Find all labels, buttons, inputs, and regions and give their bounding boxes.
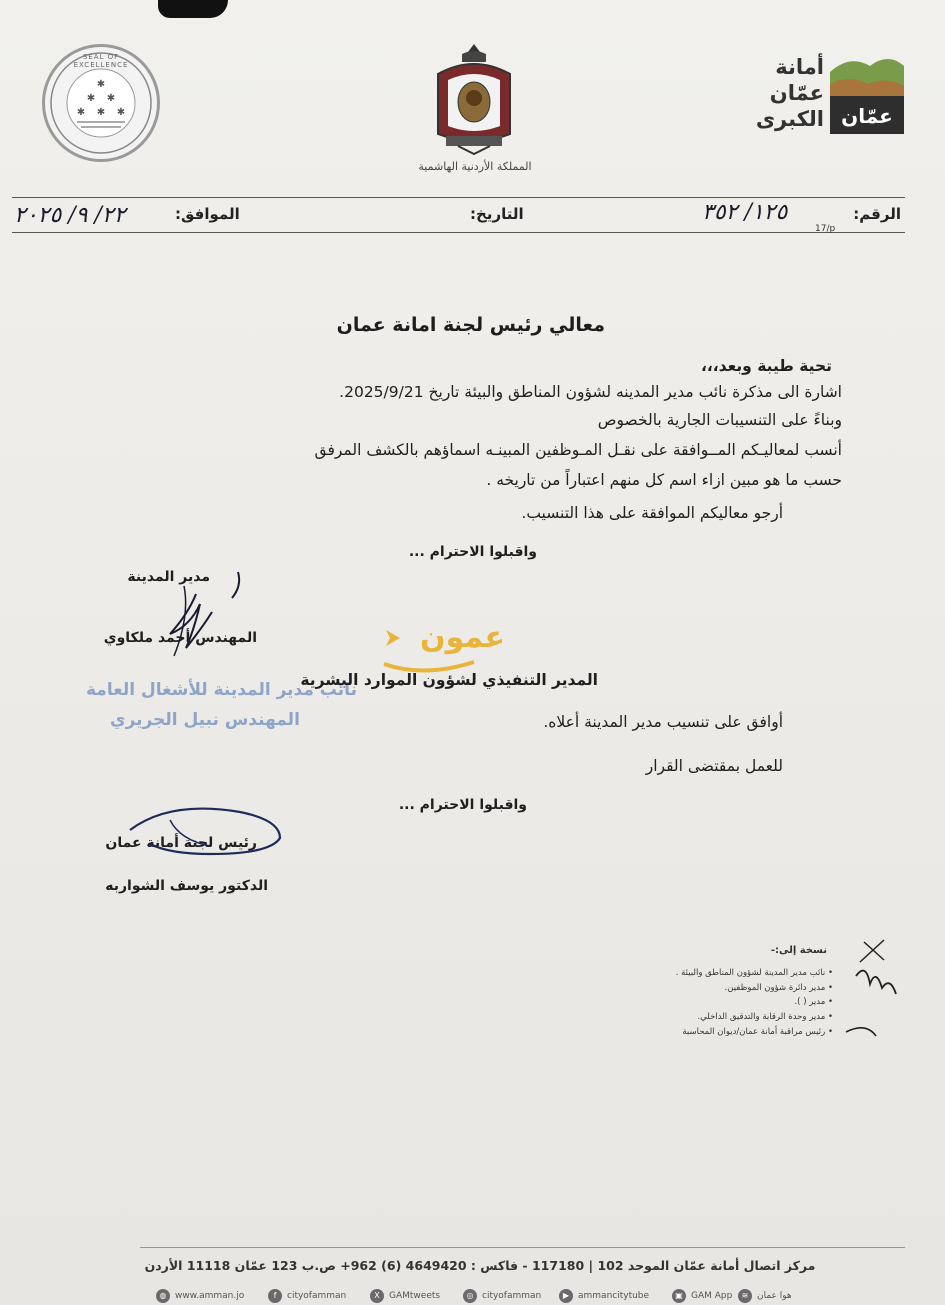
svg-text:✱: ✱ xyxy=(86,93,96,104)
sig1-signature xyxy=(140,566,260,676)
facebook-icon: f xyxy=(268,1289,282,1303)
seal-of-excellence-logo xyxy=(42,44,160,162)
cc-item-5: • رئيس مراقبة أمانة عمان/ديوان المحاسبة xyxy=(682,1027,833,1037)
x-icon: X xyxy=(370,1289,384,1303)
logo-mark-text: عمّان xyxy=(841,104,893,128)
cc-initials-signature xyxy=(836,936,906,1046)
stamp-line-1: نائب مدير المدينة للأشغال العامة xyxy=(86,680,357,700)
social-label-x: GAMtweets xyxy=(389,1291,441,1301)
logo-line-1: أمانة xyxy=(775,55,824,79)
logo-line-2: عمّان xyxy=(769,81,824,105)
social-label-facebook: cityofamman xyxy=(287,1291,347,1301)
svg-text:✱: ✱ xyxy=(96,107,106,118)
sig1-name: المهندس أحمد ملكاوي xyxy=(103,630,257,646)
ref-number-suffix: 17/p xyxy=(815,224,836,234)
cc-title: نسخة إلى:- xyxy=(770,945,827,956)
amman-logo-text xyxy=(738,54,824,132)
ref-number-value: ١٢٥/ ٣٥٢ xyxy=(702,200,788,225)
footer-rule xyxy=(140,1247,905,1248)
social-facebook[interactable] xyxy=(268,1289,346,1303)
corresponding-value: ٢٢/ ٩/ ٢٠٢٥ xyxy=(14,203,126,228)
closing-2: واقبلوا الاحترام ... xyxy=(398,797,527,813)
stamp-line-2: المهندس نبيل الجريري xyxy=(110,710,300,730)
youtube-icon: ▶ xyxy=(559,1289,573,1303)
cc-item-1: • نائب مدير المدينة لشؤون المناطق والبيئة . xyxy=(675,968,833,978)
corresponding-label: الموافق: xyxy=(175,205,240,223)
app-icon: ▣ xyxy=(672,1289,686,1303)
cc-item-4: • مدير وحدة الرقابة والتدقيق الداخلي. xyxy=(697,1012,833,1022)
social-instagram[interactable] xyxy=(463,1289,541,1303)
svg-text:✱: ✱ xyxy=(116,107,126,118)
wifi-icon: ≋ xyxy=(738,1289,752,1303)
date-label: التاريخ: xyxy=(470,205,524,223)
sig2-title: رئيس لجنة أمانة عمان xyxy=(105,835,257,851)
addressee: معالي رئيس لجنة امانة عمان xyxy=(336,314,605,336)
social-app[interactable] xyxy=(672,1289,732,1303)
header-rule-bottom xyxy=(12,232,905,233)
social-globe[interactable] xyxy=(156,1289,244,1303)
sig1-title: مدير المدينة xyxy=(127,569,210,585)
social-label-youtube: ammancitytube xyxy=(578,1291,650,1301)
globe-icon: ◍ xyxy=(156,1289,170,1303)
hr-title: المدير التنفيذي لشؤون الموارد البشرية xyxy=(300,671,598,689)
svg-text:✱: ✱ xyxy=(106,93,116,104)
social-label-web: www.amman.jo xyxy=(175,1291,245,1301)
approval-line-1: أوافق على تنسيب مدير المدينة أعلاه. xyxy=(543,713,783,731)
body-line-3: أنسب لمعاليـكم المــوافقة على نقـل المـوظفين المبينـه اسماؤهم بالكشف المرفق xyxy=(314,441,842,459)
svg-text:✱: ✱ xyxy=(76,107,86,118)
instagram-icon: ◎ xyxy=(463,1289,477,1303)
social-youtube[interactable] xyxy=(559,1289,649,1303)
jordan-coat-of-arms-icon xyxy=(428,40,520,156)
social-label-instagram: cityofamman xyxy=(482,1291,542,1301)
social-label-wifi: هوا عمان xyxy=(757,1291,792,1301)
sig2-signature xyxy=(110,800,300,870)
social-x[interactable] xyxy=(370,1289,440,1303)
amman-logo-mark xyxy=(826,52,908,138)
approval-line-2: للعمل بمقتضى القرار xyxy=(645,757,783,775)
header-rule-top xyxy=(12,197,905,198)
cc-item-2: • مدير دائرة شؤون الموظفين. xyxy=(724,983,833,993)
ref-number-label: الرقم: xyxy=(853,205,901,223)
body-line-2: وبناءً على التنسيبات الجارية بالخصوص xyxy=(597,411,842,429)
svg-text:✱: ✱ xyxy=(96,79,106,90)
body-line-4: حسب ما هو مبين ازاء اسم كل منهم اعتباراً من تاريخه . xyxy=(486,471,842,489)
sig2-name: الدكتور يوسف الشواربه xyxy=(105,878,268,894)
seal-label: SEAL OF EXCELLENCE xyxy=(73,53,129,69)
body-line-1: اشارة الى مذكرة نائب مدير المدينه لشؤون المناطق والبيئة تاريخ 2025/9/21. xyxy=(339,383,842,401)
cc-item-3: • مدير ( ). xyxy=(794,997,833,1007)
body-line-5: أرجو معاليكم الموافقة على هذا التنسيب. xyxy=(521,504,783,522)
logo-line-3: الكبرى xyxy=(755,107,824,131)
watermark-text: عمون xyxy=(420,620,506,655)
social-wifi[interactable] xyxy=(738,1289,792,1303)
footer-contact: مركز اتصال أمانة عمّان الموحد 102 | 117180 - فاكس : 4649420 (6) 962+ ص.ب 123 عمّان 11118 الأردن xyxy=(144,1258,816,1273)
crest-caption: المملكة الأردنية الهاشمية xyxy=(418,160,532,173)
social-label-app: GAM App xyxy=(691,1291,733,1301)
closing-1: واقبلوا الاحترام ... xyxy=(408,544,537,560)
scan-artifact xyxy=(158,0,228,18)
greeting: تحية طيبة وبعد،،، xyxy=(701,357,832,375)
